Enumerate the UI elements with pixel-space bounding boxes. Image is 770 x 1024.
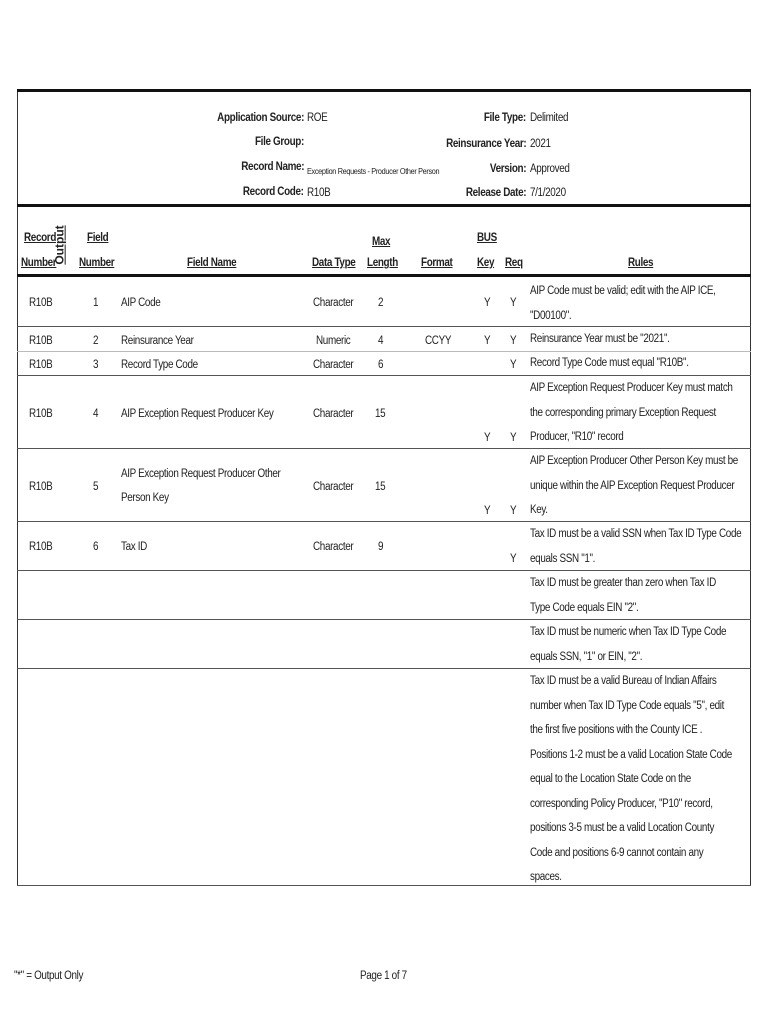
- col-field-number-2: Number: [79, 257, 115, 269]
- cell-field-number: 1: [93, 297, 99, 309]
- record-code-label: Record Code:: [243, 186, 304, 198]
- cell-rules: Tax ID must be a valid SSN when Tax ID Type Code equals SSN "1".: [530, 528, 742, 565]
- cell-data-type: Character: [313, 297, 354, 309]
- col-record-number-1: Record: [24, 232, 57, 244]
- cell-bus-key: Y: [484, 505, 491, 517]
- col-record-number-2: Number: [21, 257, 57, 269]
- col-format: Format: [421, 257, 453, 269]
- footer-legend: "*" = Output Only: [14, 970, 84, 982]
- cell-max-length: 2: [378, 297, 384, 309]
- cell-data-type: Numeric: [316, 335, 351, 347]
- cell-field-name: Reinsurance Year: [121, 335, 194, 347]
- file-type-label: File Type:: [484, 112, 526, 124]
- cell-rules: Tax ID must be greater than zero when Tax ID Type Code equals EIN "2".: [530, 577, 716, 614]
- cell-req: Y: [510, 297, 517, 309]
- col-field-name: Field Name: [187, 257, 237, 269]
- col-rules: Rules: [628, 257, 654, 269]
- cell-max-length: 6: [378, 359, 384, 371]
- cell-req: Y: [510, 505, 517, 517]
- col-field-number-1: Field: [87, 232, 109, 244]
- cell-field-name: Tax ID: [121, 541, 147, 553]
- cell-data-type: Character: [313, 408, 354, 420]
- top-rule: [17, 89, 751, 92]
- cell-max-length: 4: [378, 335, 384, 347]
- cell-rules: Tax ID must be numeric when Tax ID Type Code equals SSN, "1" or EIN, "2".: [530, 626, 727, 663]
- cell-record-number: R10B: [29, 408, 53, 420]
- record-name-label: Record Name:: [241, 161, 304, 173]
- page-number: Page 1 of 7: [360, 970, 407, 982]
- cell-rules: AIP Code must be valid; edit with the AIP ICE, "D00100".: [530, 285, 716, 322]
- cell-max-length: 15: [375, 481, 386, 493]
- reinsurance-year-label: Reinsurance Year:: [445, 138, 526, 150]
- cell-req: Y: [510, 335, 517, 347]
- cell-data-type: Character: [313, 541, 354, 553]
- application-source-value: ROE: [307, 112, 328, 124]
- cell-field-name: AIP Code: [121, 297, 161, 309]
- cell-max-length: 9: [378, 541, 384, 553]
- cell-bus-key: Y: [484, 335, 491, 347]
- cell-record-number: R10B: [29, 481, 53, 493]
- cell-bus-key: Y: [484, 432, 491, 444]
- cell-data-type: Character: [313, 359, 354, 371]
- cell-rules: AIP Exception Producer Other Person Key must be unique within the AIP Exception Request Producer Key.: [530, 455, 738, 516]
- cell-bus-key: Y: [484, 297, 491, 309]
- cell-req: Y: [510, 432, 517, 444]
- cell-field-number: 4: [93, 408, 99, 420]
- cell-req: Y: [510, 553, 517, 565]
- file-type-value: Delimited: [530, 112, 569, 124]
- cell-format: CCYY: [425, 335, 452, 347]
- cell-rules: Tax ID must be a valid Bureau of Indian Affairs number when Tax ID Type Code equals "5", edit the first five positions with the County ICE . Positions 1-2 must be a valid Location State Code equal to the Location State Code on the corresponding Policy Producer, "P10" record, positions 3-5 must be a valid Location County Code and positions 6-9 cannot contain any spaces.: [530, 675, 732, 883]
- cell-field-name: AIP Exception Request Producer Key: [121, 408, 274, 420]
- col-bus-key-1: BUS: [477, 232, 497, 244]
- record-code-value: R10B: [307, 187, 331, 199]
- cell-max-length: 15: [375, 408, 386, 420]
- cell-record-number: R10B: [29, 297, 53, 309]
- cell-data-type: Character: [313, 481, 354, 493]
- reinsurance-year-value: 2021: [530, 138, 551, 150]
- cell-req: Y: [510, 359, 517, 371]
- application-source-label: Application Source:: [217, 112, 304, 124]
- column-header-rule: [17, 274, 751, 277]
- col-bus-key-2: Key: [477, 257, 495, 269]
- record-name-value: Exception Requests - Producer Other Person: [307, 166, 440, 176]
- version-label: Version:: [489, 163, 526, 175]
- cell-record-number: R10B: [29, 359, 53, 371]
- file-group-label: File Group:: [255, 136, 304, 148]
- cell-field-name-cont: Person Key: [121, 492, 169, 504]
- header-rule: [17, 204, 751, 207]
- cell-field-number: 6: [93, 541, 99, 553]
- release-date-label: Release Date:: [465, 187, 526, 199]
- cell-record-number: R10B: [29, 335, 53, 347]
- cell-field-number: 3: [93, 359, 99, 371]
- cell-rules: AIP Exception Request Producer Key must match the corresponding primary Exception Request Producer, "R10" record: [530, 382, 733, 443]
- col-data-type: Data Type: [312, 257, 356, 269]
- cell-field-number: 5: [93, 481, 99, 493]
- release-date-value: 7/1/2020: [530, 187, 566, 199]
- version-value: Approved: [530, 163, 570, 175]
- cell-field-number: 2: [93, 335, 99, 347]
- cell-record-number: R10B: [29, 541, 53, 553]
- cell-rules: Record Type Code must equal "R10B".: [530, 357, 689, 369]
- col-req: Req: [505, 257, 523, 269]
- col-max-length-1: Max: [372, 236, 391, 248]
- col-output: Output: [52, 225, 67, 265]
- cell-field-name: Record Type Code: [121, 359, 198, 371]
- cell-field-name: AIP Exception Request Producer Other: [121, 468, 281, 480]
- col-max-length-2: Length: [367, 257, 398, 269]
- cell-rules: Reinsurance Year must be "2021".: [530, 333, 670, 345]
